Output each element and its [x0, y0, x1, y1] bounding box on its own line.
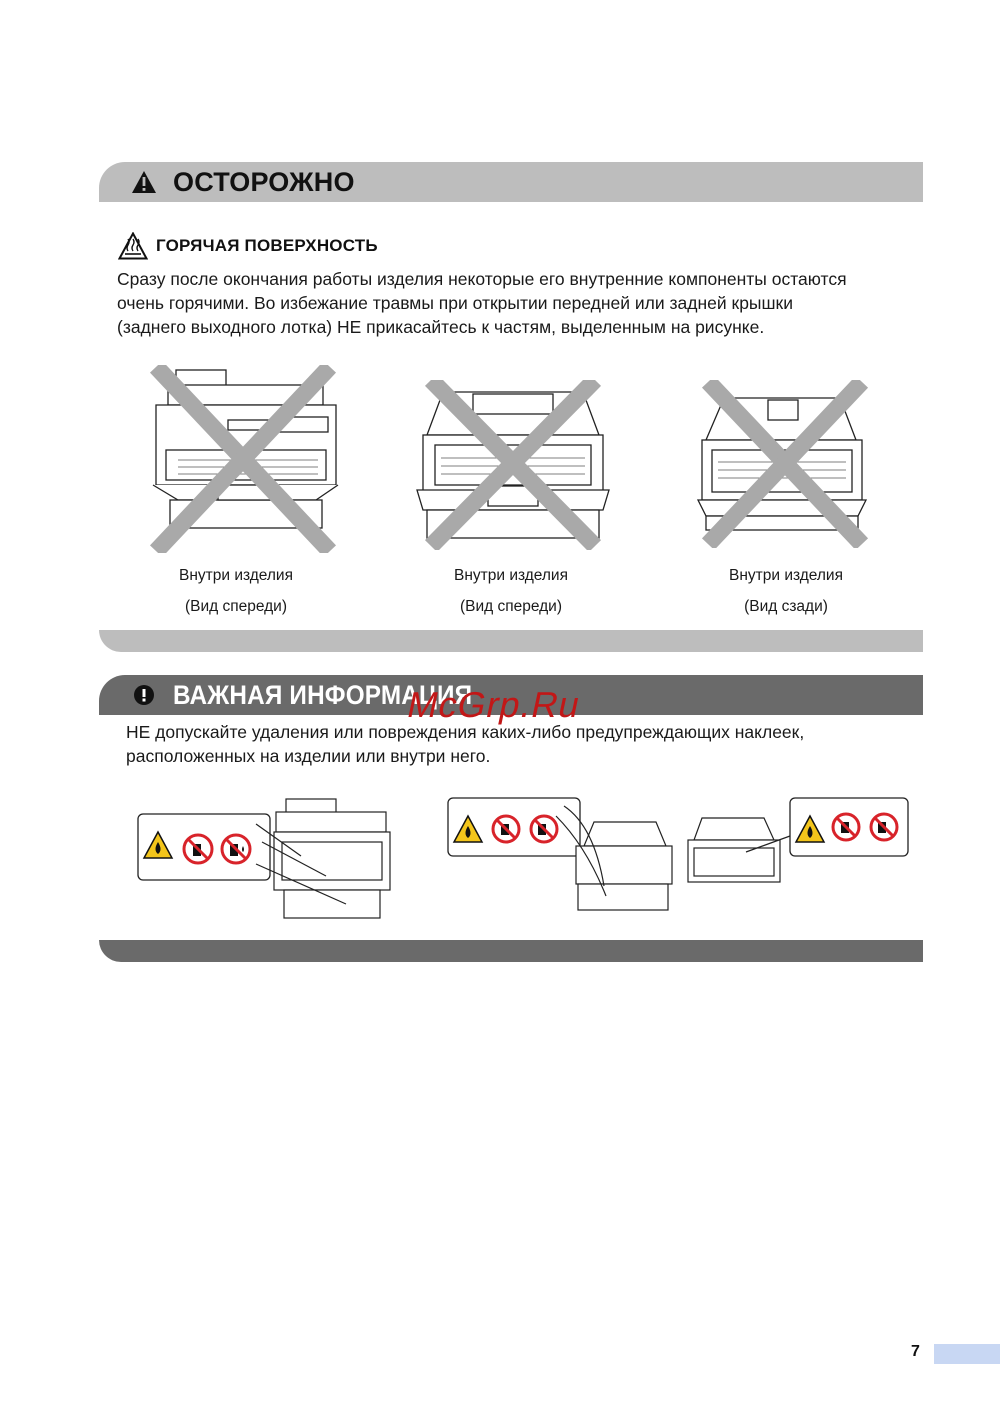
hot-surface-icon [118, 232, 148, 260]
figure-3-caption-line-1: Внутри изделия [728, 567, 843, 584]
hot-surface-heading [118, 226, 378, 260]
figure-2-caption-line-2: (Вид спереди) [459, 598, 563, 615]
important-title: ВАЖНАЯ ИНФОРМАЦИЯ [173, 680, 473, 710]
warning-triangle-icon [131, 170, 157, 194]
caution-paragraph-line: Сразу после окончания работы изделия некоторые его внутренние компоненты остаются [117, 269, 847, 289]
warning-label-figure-1 [136, 794, 396, 920]
figure-3-caption-line-2: (Вид сзади) [744, 598, 828, 615]
caution-header-bar [99, 162, 923, 202]
caution-paragraph [117, 267, 847, 339]
important-paragraph-line: расположенных на изделии или внутри него. [126, 746, 491, 766]
caution-footer-bar [99, 630, 923, 652]
warning-label-figure-2 [446, 796, 676, 916]
figure-1-caption-line-2: (Вид спереди) [184, 598, 288, 615]
warning-label-figure-3 [686, 796, 912, 896]
figure-2-caption-line-1: Внутри изделия [453, 567, 568, 584]
printer-front-view-figure-1 [148, 365, 344, 553]
important-footer-bar [99, 940, 923, 962]
page-number: 7 [911, 1343, 920, 1360]
figure-1-caption-line-1: Внутри изделия [178, 567, 293, 584]
caution-paragraph-line: (заднего выходного лотка) НЕ прикасайтесь к частям, выделенным на рисунке. [117, 317, 765, 337]
important-paragraph-line: НЕ допускайте удаления или повреждения каких-либо предупреждающих наклеек, [126, 722, 805, 742]
watermark: McGrp.Ru [403, 684, 585, 725]
page-tab-marker [934, 1344, 1000, 1364]
printer-rear-view-figure-3 [696, 380, 868, 548]
hot-surface-label: ГОРЯЧАЯ ПОВЕРХНОСТЬ [156, 236, 378, 255]
caution-paragraph-line: очень горячими. Во избежание травмы при открытии передней или задней крышки [117, 293, 793, 313]
important-exclamation-icon [131, 683, 157, 707]
caution-title: ОСТОРОЖНО [173, 167, 355, 197]
important-paragraph [126, 720, 804, 768]
printer-front-view-figure-2 [413, 380, 613, 550]
